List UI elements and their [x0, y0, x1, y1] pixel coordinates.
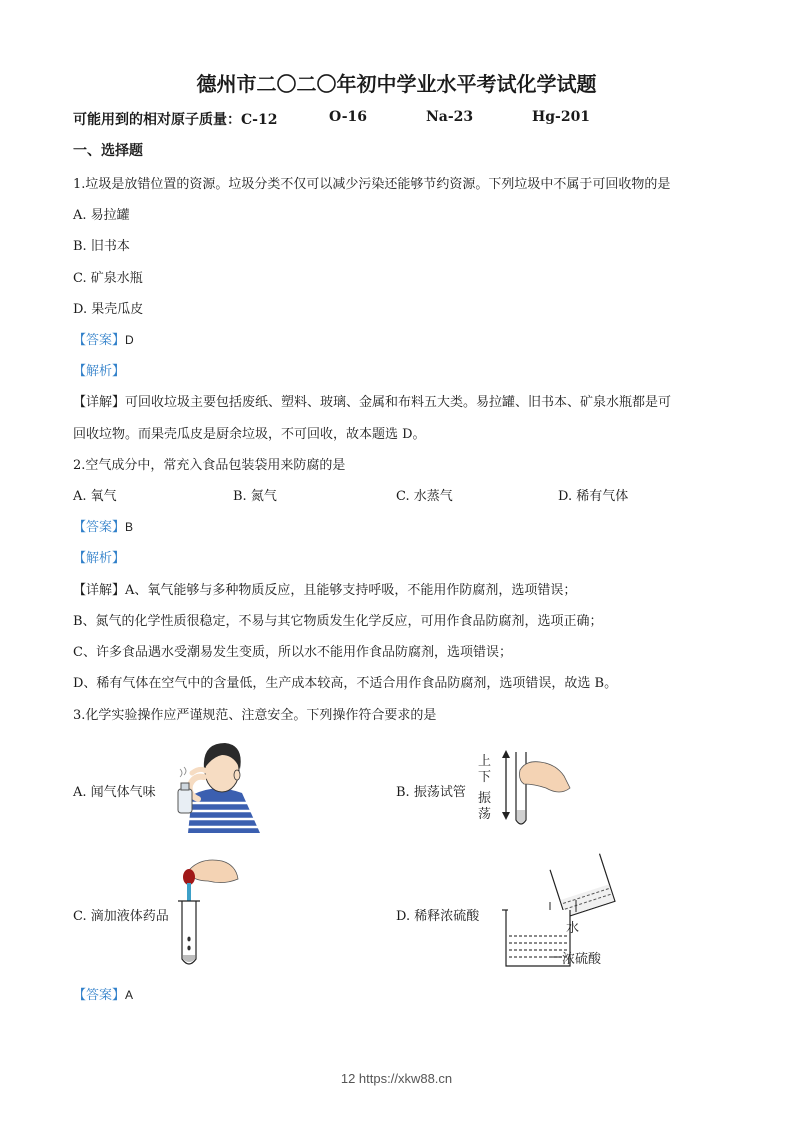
- answer-tag: 【答案】: [73, 520, 126, 535]
- q1-option-a: A. 易拉罐: [73, 208, 130, 223]
- answer-value: D: [125, 333, 134, 347]
- q3-option-d: D. 稀释浓硫酸: [396, 909, 480, 924]
- q2-option-a: A. 氧气: [73, 489, 117, 504]
- water-label: 水: [566, 921, 580, 936]
- analysis-tag: 【解析】: [73, 551, 126, 566]
- fig-b-label: 下: [478, 770, 492, 785]
- smelling-gas-figure: [170, 733, 265, 833]
- mass-hg: Hg-201: [532, 109, 591, 125]
- q1-stem: 1.垃圾是放错位置的资源。垃圾分类不仅可以减少污染还能够节约资源。下列垃圾中不属于可回收物的是: [73, 177, 671, 192]
- q2-detail-line: D、稀有气体在空气中的含量低，生产成本较高，不适合用作食品防腐剂，选项错误，故选 B。: [73, 676, 618, 691]
- dilute-acid-figure: [500, 850, 620, 970]
- q2-analysis: [73, 547, 125, 566]
- q3-answer: [73, 984, 133, 1003]
- mass-o: O-16: [329, 109, 368, 125]
- acid-label: 浓硫酸: [562, 952, 602, 967]
- q2-detail-line: C、许多食品遇水受潮易发生变质，所以水不能用作食品防腐剂，选项错误；: [73, 645, 512, 660]
- fig-b-label: 荡: [478, 807, 492, 822]
- q1-analysis: [73, 360, 125, 379]
- q2-option-c: C. 水蒸气: [396, 489, 453, 504]
- q2-detail-line: 【详解】A、氧气能够与多种物质反应，且能够支持呼吸，不能用作防腐剂，选项错误；: [73, 583, 577, 598]
- q2-option-d: D. 稀有气体: [558, 489, 629, 504]
- q2-detail-line: B、氮气的化学性质很稳定，不易与其它物质发生化学反应，可用作食品防腐剂，选项正确；: [73, 614, 603, 629]
- mass-c: 可能用到的相对原子质量：C-12: [73, 112, 278, 128]
- answer-value: B: [125, 520, 134, 534]
- answer-tag: 【答案】: [73, 988, 126, 1003]
- q3-option-a: A. 闻气体气味: [73, 785, 156, 800]
- answer-tag: 【答案】: [73, 333, 126, 348]
- page-footer: 12 https://xkw88.cn: [340, 1071, 453, 1086]
- q1-option-d: D. 果壳瓜皮: [73, 302, 144, 317]
- page-title: 德州市二〇二〇年初中学业水平考试化学试题: [196, 72, 597, 96]
- fig-b-label: 振: [478, 791, 492, 806]
- q1-option-c: C. 矿泉水瓶: [73, 271, 143, 286]
- q1-option-b: B. 旧书本: [73, 239, 130, 254]
- q2-stem: 2.空气成分中，常充入食品包装袋用来防腐的是: [73, 458, 346, 473]
- q3-option-b: B. 振荡试管: [396, 785, 466, 800]
- fig-b-label: 上: [478, 754, 492, 769]
- q1-detail-line: 【详解】可回收垃圾主要包括废纸、塑料、玻璃、金属和布料五大类。易拉罐、旧书本、矿泉水瓶都是可: [73, 395, 672, 410]
- q2-answer: [73, 516, 133, 535]
- dropper-figure: [174, 855, 240, 971]
- mass-na: Na-23: [426, 109, 474, 125]
- q1-detail-line: 回收垃物。而果壳瓜皮是厨余垃圾，不可回收，故本题选 D。: [73, 427, 426, 442]
- q3-option-c: C. 滴加液体药品: [73, 909, 169, 924]
- q3-stem: 3.化学实验操作应严谨规范、注意安全。下列操作符合要求的是: [73, 708, 437, 723]
- q2-option-b: B. 氮气: [233, 489, 277, 504]
- answer-value: A: [125, 988, 134, 1002]
- shake-test-tube-figure: [474, 748, 574, 833]
- q1-answer: [73, 329, 134, 348]
- section-heading: 一、选择题: [73, 143, 143, 159]
- analysis-tag: 【解析】: [73, 364, 126, 379]
